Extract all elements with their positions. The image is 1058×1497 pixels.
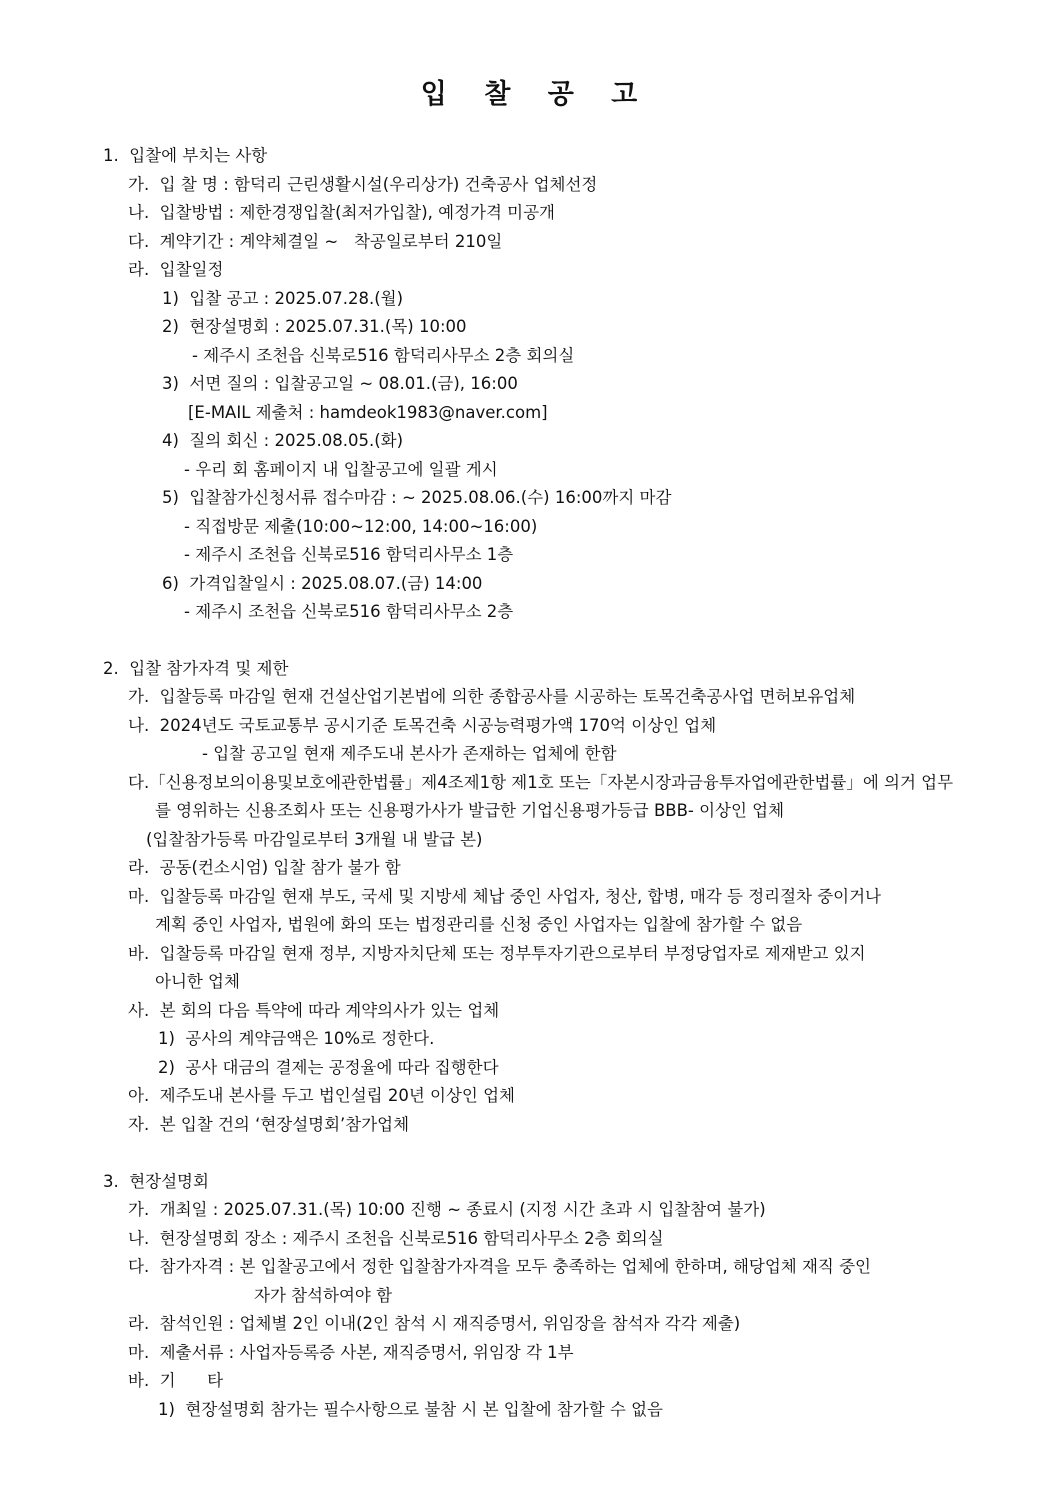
- text-line: 6) 가격입찰일시 : 2025.08.07.(금) 14:00: [162, 574, 483, 593]
- text-line: 자가 참석하여야 함: [254, 1286, 393, 1305]
- text-line: 다.「신용정보의이용및보호에관한법률」제4조제1항 제1호 또는「자본시장과금융투자업에관한법률」에 의거 업무: [128, 773, 954, 792]
- text-line: 다. 계약기간 : 계약체결일 ~ 착공일로부터 210일: [128, 232, 503, 251]
- text-line: - 입찰 공고일 현재 제주도내 본사가 존재하는 업체에 한함: [202, 744, 617, 763]
- text-line: 가. 입찰등록 마감일 현재 건설산업기본법에 의한 종합공사를 시공하는 토목건축공사업 면허보유업체: [128, 687, 856, 706]
- text-line: [E-MAIL 제출처 : hamdeok1983@naver.com]: [188, 403, 548, 422]
- text-line: 라. 입찰일정: [128, 260, 224, 279]
- text-line: 가. 개최일 : 2025.07.31.(목) 10:00 진행 ~ 종료시 (지정 시간 초과 시 입찰참여 불가): [128, 1200, 766, 1219]
- text-line: 라. 참석인원 : 업체별 2인 이내(2인 참석 시 재직증명서, 위임장을 참석자 각각 제출): [128, 1314, 741, 1333]
- text-line: 나. 입찰방법 : 제한경쟁입찰(최저가입찰), 예정가격 미공개: [128, 203, 555, 222]
- text-line: 3) 서면 질의 : 입찰공고일 ~ 08.01.(금), 16:00: [162, 374, 518, 393]
- text-line: 아. 제주도내 본사를 두고 법인설립 20년 이상인 업체: [128, 1086, 515, 1105]
- text-line: 를 영위하는 신용조회사 또는 신용평가사가 발급한 기업신용평가등급 BBB- 이상인 업체: [155, 801, 785, 820]
- text-line: - 우리 회 홈페이지 내 입찰공고에 일괄 게시: [184, 460, 498, 479]
- text-line: - 제주시 조천읍 신북로516 함덕리사무소 2층: [184, 602, 514, 621]
- text-line: 1. 입찰에 부치는 사항: [103, 146, 268, 165]
- text-line: - 제주시 조천읍 신북로516 함덕리사무소 1층: [184, 545, 514, 564]
- text-line: 나. 2024년도 국토교통부 공시기준 토목건축 시공능력평가액 170억 이상인 업체: [128, 716, 717, 735]
- text-line: 자. 본 입찰 건의 ‘현장설명회’참가업체: [128, 1115, 410, 1134]
- text-line: 바. 입찰등록 마감일 현재 정부, 지방자치단체 또는 정부투자기관으로부터 부정당업자로 제재받고 있지: [128, 944, 866, 963]
- text-line: - 제주시 조천읍 신북로516 함덕리사무소 2층 회의실: [192, 346, 575, 365]
- text-line: 마. 제출서류 : 사업자등록증 사본, 재직증명서, 위임장 각 1부: [128, 1343, 574, 1362]
- text-line: 2) 공사 대금의 결제는 공정율에 따라 집행한다: [158, 1058, 499, 1077]
- text-line: 1) 입찰 공고 : 2025.07.28.(월): [162, 289, 404, 308]
- text-line: 3. 현장설명회: [103, 1172, 209, 1191]
- text-line: 아니한 업체: [155, 972, 240, 991]
- text-line: 마. 입찰등록 마감일 현재 부도, 국세 및 지방세 체납 중인 사업자, 청산, 합병, 매각 등 정리절차 중이거나: [128, 887, 881, 906]
- text-line: 나. 현장설명회 장소 : 제주시 조천읍 신북로516 함덕리사무소 2층 회의실: [128, 1229, 664, 1248]
- text-line: 가. 입 찰 명 : 함덕리 근린생활시설(우리상가) 건축공사 업체선정: [128, 175, 598, 194]
- text-line: 4) 질의 회신 : 2025.08.05.(화): [162, 431, 404, 450]
- text-line: 다. 참가자격 : 본 입찰공고에서 정한 입찰참가자격을 모두 충족하는 업체에 한하며, 해당업체 재직 중인: [128, 1257, 871, 1276]
- text-line: (입찰참가등록 마감일로부터 3개월 내 발급 본): [146, 830, 483, 849]
- text-line: - 직접방문 제출(10:00~12:00, 14:00~16:00): [184, 517, 538, 536]
- text-line: 2. 입찰 참가자격 및 제한: [103, 659, 289, 678]
- text-line: 5) 입찰참가신청서류 접수마감 : ~ 2025.08.06.(수) 16:00까지 마감: [162, 488, 672, 507]
- text-line: 바. 기 타: [128, 1371, 224, 1390]
- text-line: 2) 현장설명회 : 2025.07.31.(목) 10:00: [162, 317, 467, 336]
- text-line: 1) 공사의 계약금액은 10%로 정한다.: [158, 1029, 435, 1048]
- text-line: 1) 현장설명회 참가는 필수사항으로 불참 시 본 입찰에 참가할 수 없음: [158, 1400, 663, 1419]
- text-line: 계획 중인 사업자, 법원에 화의 또는 법정관리를 신청 중인 사업자는 입찰에 참가할 수 없음: [155, 915, 803, 934]
- text-line: 사. 본 회의 다음 특약에 따라 계약의사가 있는 업체: [128, 1001, 500, 1020]
- page-title: 입 찰 공 고: [420, 79, 652, 110]
- text-line: 라. 공동(컨소시엄) 입찰 참가 불가 함: [128, 858, 401, 877]
